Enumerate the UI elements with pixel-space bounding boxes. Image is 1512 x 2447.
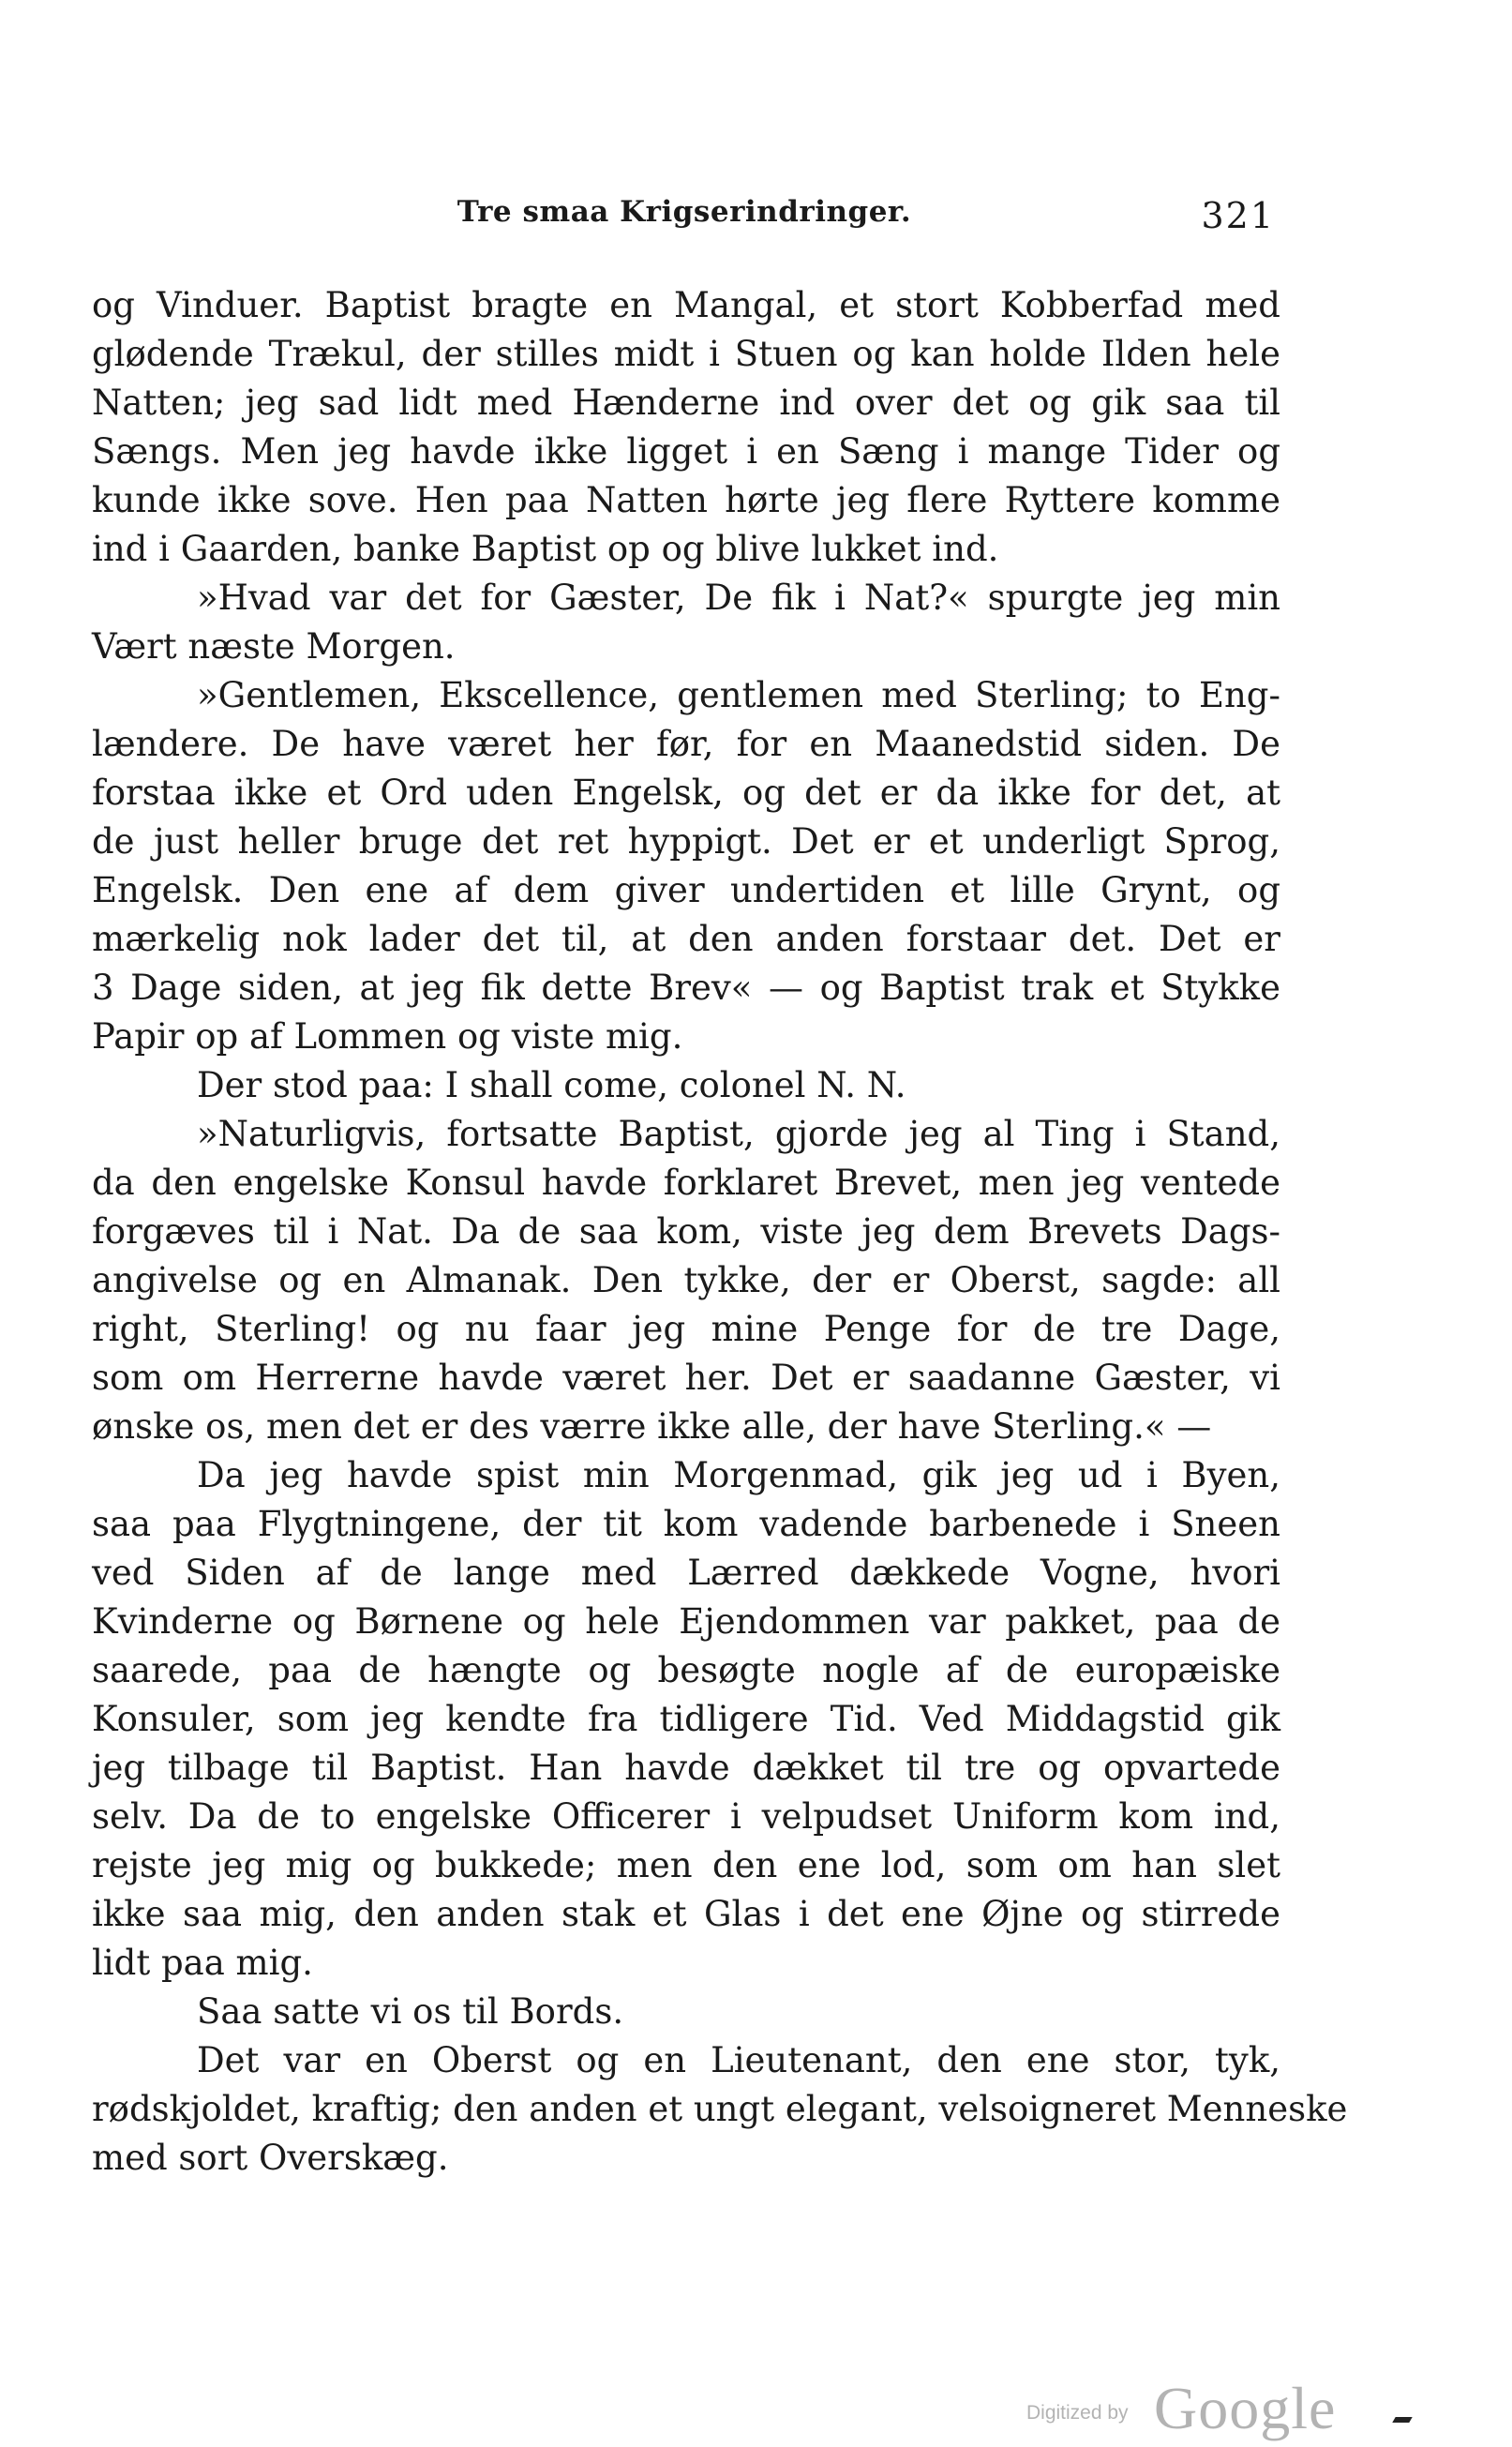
scan-edge-mark — [1392, 2417, 1412, 2423]
digitized-by-label: Digitized by — [1026, 2402, 1129, 2424]
text-line: lændere. De have været her før, for en Maanedstid siden. De — [92, 724, 1280, 764]
text-line: Engelsk. Den ene af dem giver undertiden et lille Grynt, og — [92, 870, 1280, 910]
text-line: mærkelig nok lader det til, at den anden forstaar det. Det er — [92, 919, 1280, 959]
google-logo: Google — [1154, 2375, 1337, 2441]
running-title: Tre smaa Krigserindringer. — [457, 195, 912, 229]
text-line: Der stod paa: I shall come, colonel N. N. — [197, 1065, 906, 1105]
text-line: saarede, paa de hængte og besøgte nogle af de europæiske — [92, 1650, 1280, 1690]
text-line: 3 Dage siden, at jeg fik dette Brev« — og Baptist trak et Stykke — [92, 968, 1280, 1008]
text-line: og Vinduer. Baptist bragte en Mangal, et stort Kobberfad med — [92, 285, 1280, 325]
text-line: Vært næste Morgen. — [92, 626, 456, 667]
text-line: Natten; jeg sad lidt med Hænderne ind over det og gik saa til — [92, 383, 1280, 423]
text-line: right, Sterling! og nu faar jeg mine Penge for de tre Dage, — [92, 1309, 1280, 1349]
running-head — [94, 195, 1275, 251]
text-line: glødende Trækul, der stilles midt i Stuen og kan holde Ilden hele — [92, 334, 1280, 374]
text-line: forgæves til i Nat. Da de saa kom, viste jeg dem Brevets Dags- — [92, 1211, 1280, 1252]
text-line: med sort Overskæg. — [92, 2138, 449, 2178]
text-line: rejste jeg mig og bukkede; men den ene lod, som om han slet — [92, 1845, 1280, 1885]
text-line: Kvinderne og Børnene og hele Ejendommen var pakket, paa de — [92, 1601, 1280, 1642]
text-line: jeg tilbage til Baptist. Han havde dækket til tre og opvartede — [92, 1748, 1280, 1788]
text-line: »Naturligvis, fortsatte Baptist, gjorde jeg al Ting i Stand, — [197, 1114, 1280, 1154]
text-line: da den engelske Konsul havde forklaret Brevet, men jeg ventede — [92, 1163, 1280, 1203]
text-line: »Gentlemen, Ekscellence, gentlemen med Sterling; to Eng- — [197, 675, 1280, 715]
text-line: Det var en Oberst og en Lieutenant, den ene stor, tyk, — [197, 2040, 1280, 2080]
text-line: ønske os, men det er des værre ikke alle, der have Sterling.« — — [92, 1406, 1212, 1447]
text-line: forstaa ikke et Ord uden Engelsk, og det er da ikke for det, at — [92, 773, 1280, 813]
text-line: Konsuler, som jeg kendte fra tidligere Tid. Ved Middagstid gik — [92, 1699, 1280, 1739]
text-line: de just heller bruge det ret hyppigt. Det er et underligt Sprog, — [92, 821, 1280, 862]
text-line: »Hvad var det for Gæster, De fik i Nat?« spurgte jeg min — [197, 578, 1280, 618]
text-line: angivelse og en Almanak. Den tykke, der er Oberst, sagde: all — [92, 1260, 1280, 1300]
page-number: 321 — [1201, 195, 1275, 236]
digitization-watermark — [1026, 2375, 1458, 2441]
text-line: Saa satte vi os til Bords. — [197, 1991, 624, 2032]
text-line: selv. Da de to engelske Officerer i velpudset Uniform kom ind, — [92, 1796, 1280, 1837]
text-line: ved Siden af de lange med Lærred dækkede Vogne, hvori — [92, 1553, 1280, 1593]
body-text — [92, 281, 1348, 2183]
text-line: kunde ikke sove. Hen paa Natten hørte jeg flere Ryttere komme — [92, 480, 1280, 520]
text-line: ikke saa mig, den anden stak et Glas i det ene Øjne og stirrede — [92, 1894, 1280, 1934]
text-line: ind i Gaarden, banke Baptist op og blive lukket ind. — [92, 529, 999, 569]
text-line: lidt paa mig. — [92, 1943, 313, 1983]
text-line: Da jeg havde spist min Morgenmad, gik jeg ud i Byen, — [197, 1455, 1280, 1495]
text-line: rødskjoldet, kraftig; den anden et ungt elegant, velsoigneret Menneske — [92, 2089, 1348, 2129]
text-line: som om Herrerne havde været her. Det er saadanne Gæster, vi — [92, 1358, 1280, 1398]
text-line: Sængs. Men jeg havde ikke ligget i en Sæng i mange Tider og — [92, 431, 1280, 472]
text-line: saa paa Flygtningene, der tit kom vadende barbenede i Sneen — [92, 1504, 1280, 1544]
text-line: Papir op af Lommen og viste mig. — [92, 1016, 683, 1057]
